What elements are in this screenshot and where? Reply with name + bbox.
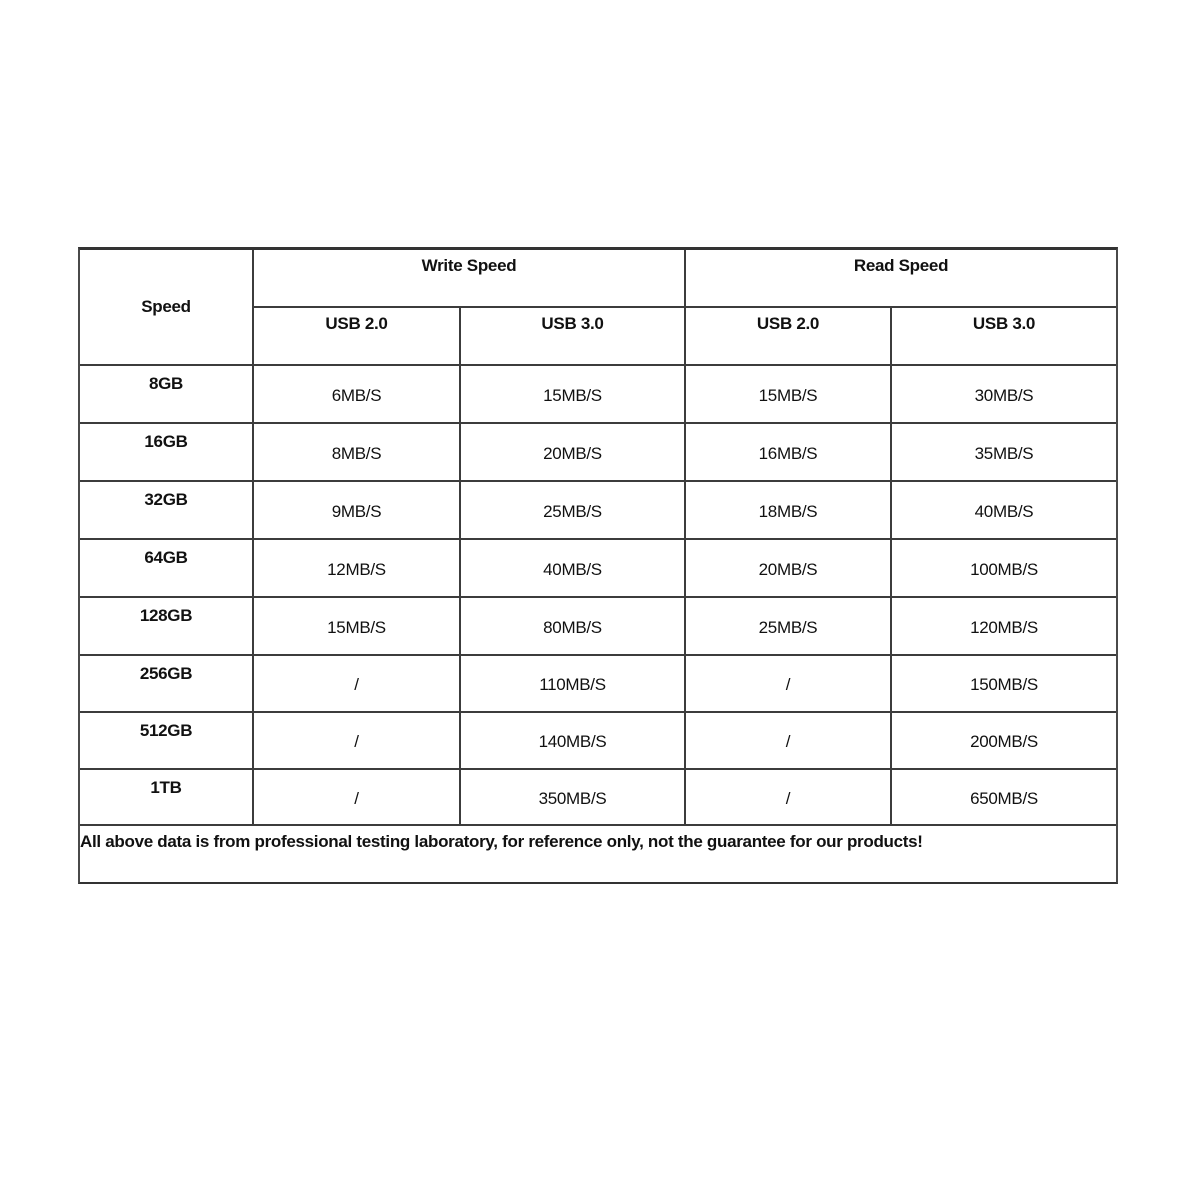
value-text: 150MB/S bbox=[970, 675, 1038, 694]
value-text: 120MB/S bbox=[970, 617, 1038, 637]
value-cell bbox=[892, 540, 1116, 598]
value-text: 350MB/S bbox=[538, 788, 607, 808]
write-speed-header bbox=[254, 250, 686, 308]
value-cell bbox=[686, 540, 892, 598]
value-text: 15MB/S bbox=[327, 617, 386, 637]
value-cell bbox=[461, 366, 686, 424]
value-text: 200MB/S bbox=[970, 732, 1038, 751]
value-text: 25MB/S bbox=[543, 501, 602, 521]
value-cell bbox=[254, 598, 461, 656]
value-cell bbox=[461, 540, 686, 598]
capacity-cell bbox=[80, 598, 254, 656]
value-text: 16MB/S bbox=[758, 443, 818, 463]
value-cell bbox=[254, 656, 461, 713]
value-cell bbox=[686, 598, 892, 656]
value-cell bbox=[892, 656, 1116, 713]
capacity-label: 8GB bbox=[148, 374, 184, 393]
value-text: 15MB/S bbox=[543, 385, 602, 405]
value-text: 20MB/S bbox=[543, 443, 602, 463]
capacity-cell bbox=[80, 713, 254, 770]
capacity-label: 512GB bbox=[139, 721, 193, 740]
value-text: 140MB/S bbox=[538, 732, 607, 751]
value-text: 8MB/S bbox=[331, 443, 382, 463]
value-cell bbox=[254, 540, 461, 598]
value-cell bbox=[892, 598, 1116, 656]
value-text: 20MB/S bbox=[758, 559, 818, 579]
value-text: 9MB/S bbox=[331, 501, 382, 521]
capacity-cell bbox=[80, 770, 254, 826]
capacity-label: 16GB bbox=[144, 432, 188, 451]
capacity-cell bbox=[80, 540, 254, 598]
value-text: 110MB/S bbox=[539, 675, 606, 694]
value-cell bbox=[461, 482, 686, 540]
speed-header-cell bbox=[80, 250, 254, 366]
value-text: 40MB/S bbox=[974, 501, 1034, 521]
write-usb3-header bbox=[461, 308, 686, 366]
value-cell bbox=[686, 713, 892, 770]
value-cell bbox=[686, 366, 892, 424]
value-text: 80MB/S bbox=[543, 617, 602, 637]
value-cell bbox=[892, 366, 1116, 424]
capacity-label: 32GB bbox=[144, 490, 188, 509]
capacity-cell bbox=[80, 424, 254, 482]
value-text: 35MB/S bbox=[974, 443, 1034, 463]
value-text: / bbox=[785, 788, 791, 808]
value-text: / bbox=[785, 675, 791, 694]
read-usb3-header bbox=[892, 308, 1116, 366]
value-cell bbox=[254, 713, 461, 770]
read-speed-header bbox=[686, 250, 1116, 308]
value-cell bbox=[892, 770, 1116, 826]
value-text: / bbox=[354, 732, 359, 751]
value-text: / bbox=[354, 675, 359, 694]
value-text: 100MB/S bbox=[970, 559, 1038, 579]
capacity-label: 1TB bbox=[150, 778, 182, 797]
value-text: 40MB/S bbox=[543, 559, 602, 579]
value-text: 12MB/S bbox=[327, 559, 386, 579]
capacity-label: 256GB bbox=[139, 664, 193, 683]
value-cell bbox=[461, 713, 686, 770]
value-cell bbox=[461, 770, 686, 826]
value-cell bbox=[461, 656, 686, 713]
value-cell bbox=[254, 366, 461, 424]
value-text: 18MB/S bbox=[758, 501, 818, 521]
subheader-label: USB 3.0 bbox=[972, 314, 1036, 333]
value-cell bbox=[686, 482, 892, 540]
value-cell bbox=[686, 424, 892, 482]
subheader-label: USB 2.0 bbox=[756, 314, 820, 333]
capacity-label: 128GB bbox=[139, 606, 193, 625]
capacity-cell bbox=[80, 656, 254, 713]
value-cell bbox=[686, 770, 892, 826]
write-usb2-header bbox=[254, 308, 461, 366]
value-cell bbox=[254, 482, 461, 540]
write-speed-label: Write Speed bbox=[421, 256, 517, 275]
subheader-label: USB 2.0 bbox=[325, 314, 388, 333]
value-cell bbox=[461, 598, 686, 656]
value-cell bbox=[254, 424, 461, 482]
value-text: 25MB/S bbox=[758, 617, 818, 637]
value-text: / bbox=[785, 732, 791, 751]
value-cell bbox=[892, 482, 1116, 540]
value-text: 30MB/S bbox=[974, 385, 1034, 405]
value-text: 15MB/S bbox=[758, 385, 818, 405]
read-speed-label: Read Speed bbox=[853, 256, 949, 275]
speed-header-label: Speed bbox=[141, 297, 191, 316]
value-text: / bbox=[354, 788, 359, 808]
value-cell bbox=[461, 424, 686, 482]
footnote: All above data is from professional testing laboratory, for reference only, not the guarantee for our products! bbox=[80, 832, 923, 851]
read-usb2-header bbox=[686, 308, 892, 366]
value-cell bbox=[254, 770, 461, 826]
value-text: 650MB/S bbox=[970, 788, 1038, 808]
subheader-label: USB 3.0 bbox=[541, 314, 604, 333]
value-cell bbox=[892, 713, 1116, 770]
capacity-cell bbox=[80, 482, 254, 540]
value-text: 6MB/S bbox=[331, 385, 382, 405]
value-cell bbox=[686, 656, 892, 713]
capacity-label: 64GB bbox=[144, 548, 188, 567]
capacity-cell bbox=[80, 366, 254, 424]
value-cell bbox=[892, 424, 1116, 482]
